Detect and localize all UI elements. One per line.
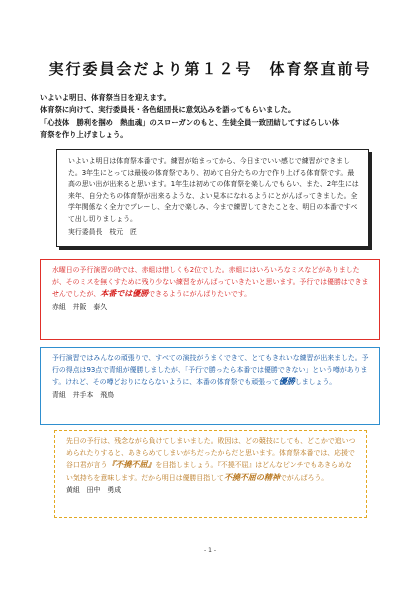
page-number: - 1 - (204, 547, 216, 554)
red-team-message-box (40, 259, 380, 340)
message-body (66, 436, 357, 484)
message-body (52, 353, 370, 389)
emphasis-text: 本番では優勝 (100, 288, 149, 299)
intro-line: いよいよ明日、体育祭当日を迎えます。 (40, 93, 171, 102)
intro-line: 育祭を作り上げましょう。 (40, 130, 128, 140)
intro-text (40, 92, 385, 142)
emphasis-text: 優勝 (278, 376, 295, 387)
intro-line: 体育祭に向けて、実行委員長・各色組団長に意気込みを語ってもらいました。 (40, 105, 296, 115)
blue-team-message-box (40, 347, 380, 425)
body-text: 水曜日の予行演習の時では、赤組は惜しくも2位でした。赤組にはいろいろなミスなどがありましたが、そのミスを無くすために残り少ない練習をがんばっていきたいと思います。予行では優勝はできませんでしたが、 (52, 266, 369, 299)
message-signature: 青組 井手本 飛鳥 (52, 390, 115, 399)
page-title: 実行委員会だより第１２号 体育祭直前号 (48, 60, 372, 78)
emphasis-text: 『不撓不屈』 (107, 459, 156, 470)
message-signature: 赤組 井阪 泰久 (52, 302, 108, 311)
body-text: でがんばろう。 (279, 473, 329, 482)
message-signature: 実行委員長 枝元 匠 (68, 227, 137, 236)
emphasis-text: 不撓不屈の精神 (223, 471, 280, 482)
body-text: 先日の予行は、残念ながら負けてしまいました。敗因は、どの競技にしても、どこかで追いつめられたりすると、あきらめてしまいがちだったからだと思います。体育祭本番では、応援で谷口君が言う (66, 437, 356, 470)
body-text: を目指しましょう。『不撓不屈』はどんなピンチでもあきらめない気持ちを意味します。だから明日は優勝目指して (66, 461, 352, 482)
body-text: できるようにがんばりたいです。 (148, 290, 252, 299)
message-body (52, 265, 370, 301)
message-body: いよいよ明日は体育祭本番です。練習が始まってから、今日までいい感じで練習ができました。3年生にとっては最後の体育祭であり、初めて自分たちの力で作り上げる体育祭です。最高の思い出が出来ると思います。1年生は初めての体育祭を楽しんでもらい、また、2年生には来年、自分たちの体育祭が出来るような、よい見本になれるようにとがんばってきました。全学年関係なく全力でプレーし、全力で楽しみ、今まで練習してきたことを、明日の本番ですべて出し切りましょう。 (68, 157, 359, 223)
message-signature: 黄組 田中 勇成 (66, 486, 122, 495)
chairman-message-box (56, 149, 369, 247)
body-text: しましょう。 (294, 378, 337, 387)
intro-line: 「心技体 勝利を掴め 熱血魂」のスローガンのもと、生徒全員一致団結してすばらしい体 (40, 117, 340, 127)
yellow-team-message-box (54, 430, 367, 518)
body-text: 予行演習ではみんなの頑張りで、すべての演技がうまくできて、とてもきれいな練習が出来ました。予行の得点は93点で青組が優勝しましたが、「予行で勝ったら本番では優勝できない」という噂があります。けれど、その噂どおりにならないように、本番の体育祭でも頑張って (52, 354, 369, 387)
